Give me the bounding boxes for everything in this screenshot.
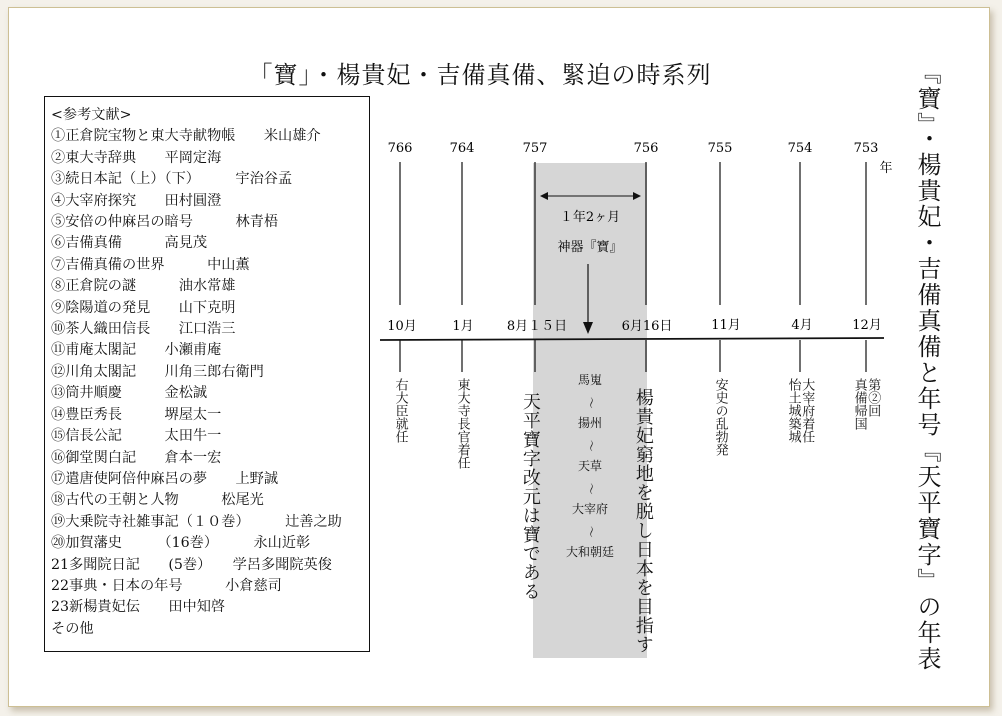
event-label-764: 東大寺長官着任: [454, 378, 470, 469]
route-separator: ～: [583, 396, 598, 409]
reference-item: ⑰遣唐使阿倍仲麻呂の夢 上野誠: [51, 470, 279, 487]
reference-item: <参考文献>: [51, 107, 132, 123]
reference-item: ⑦吉備真備の世界 中山薫: [51, 256, 250, 273]
month-label-7: 12月: [852, 318, 882, 333]
reference-item: ⑯御堂関白記 倉本一宏: [51, 449, 222, 466]
month-label-6: 4月: [791, 318, 813, 333]
reference-item: ⑤安倍の仲麻呂の暗号 林青梧: [51, 214, 279, 231]
reference-item: その他: [51, 620, 94, 637]
reference-item: 23新楊貴妃伝 田中知啓: [51, 599, 226, 616]
reference-item: ⑧正倉院の謎 油水常雄: [51, 278, 236, 295]
route-place: 馬嵬: [577, 373, 602, 387]
route-place: 天草: [577, 459, 602, 473]
route-place: 大宰府: [571, 502, 608, 516]
reference-item: ⑬筒井順慶 金松誠: [51, 385, 208, 402]
year-label-756: 756: [633, 141, 659, 156]
month-label-4: 6月16日: [621, 319, 673, 334]
route-place: 揚州: [577, 416, 602, 430]
event-label-766: 右大臣就任: [392, 378, 408, 443]
vertical-title: 『寶』・楊貴妃・吉備真備と年号『天平寶字』の年表: [913, 60, 941, 672]
treasure-label: 神器『寶』: [557, 240, 623, 255]
year-label-766: 766: [387, 141, 413, 156]
reference-item: ⑩茶人織田信長 江口浩三: [51, 321, 236, 338]
month-label-1: 10月: [387, 319, 417, 334]
reference-item: ⑫川角太閣記 川角三郎右衛門: [51, 363, 264, 380]
event-label-757: 天平寶字改元は寶である: [519, 392, 541, 601]
reference-item: ①正倉院宝物と東大寺献物帳 米山雄介: [51, 128, 321, 145]
event-label-755: 安史の乱勃発: [712, 378, 728, 456]
reference-item: ③続日本記（上）（下） 宇治谷孟: [51, 171, 293, 188]
reference-item: ④大宰府探究 田村圓澄: [51, 192, 222, 209]
route-separator: ～: [583, 482, 598, 495]
event-label-753: 第②回 真備帰国: [851, 378, 881, 430]
reference-item: ⑭豊臣秀長 堺屋太一: [51, 406, 222, 423]
reference-item: ⑲大乗院寺社雑事記（１０巻） 辻善之助: [51, 513, 342, 530]
event-label-754: 大宰府着任 怡土城築城: [785, 378, 815, 443]
year-suffix: 年: [879, 161, 893, 176]
year-label-764: 764: [449, 141, 475, 156]
span-label: １年2ヶ月: [559, 210, 621, 225]
reference-item: 21多聞院日記 (5巻） 学呂多聞院英俊: [51, 556, 332, 573]
timeline-axis: [380, 338, 884, 340]
reference-item: ⑥吉備真備 高見茂: [51, 235, 208, 252]
route-place: 大和朝廷: [565, 545, 614, 559]
event-label-756: 楊貴妃窮地を脱し日本を目指す: [632, 388, 654, 654]
route-separator: ～: [583, 525, 598, 538]
reference-item: ⑳加賀藩史 （16巻） 永山近彰: [51, 535, 311, 552]
reference-item: ②東大寺辞典 平岡定海: [51, 149, 222, 166]
route-list: [550, 370, 630, 564]
year-label-755: 755: [707, 141, 733, 156]
route-separator: ～: [583, 439, 598, 452]
year-label-757: 757: [522, 141, 548, 156]
reference-item: ⑨陰陽道の発見 山下克明: [51, 299, 236, 316]
reference-item: ⑪甫庵太閣記 小瀬甫庵: [51, 342, 222, 359]
month-label-3: 8月１５日: [506, 319, 568, 334]
month-label-2: 1月: [452, 319, 474, 334]
page-title: 「寶」・楊貴妃・吉備真備、緊迫の時系列: [248, 61, 712, 89]
reference-item: ⑱古代の王朝と人物 松尾光: [51, 492, 264, 509]
month-label-5: 11月: [711, 318, 741, 333]
year-label-753: 753: [853, 141, 879, 156]
reference-item: ⑮信長公記 太田牛一: [51, 428, 222, 445]
year-label-754: 754: [787, 141, 813, 156]
reference-item: 22事典・日本の年号 小倉慈司: [51, 577, 282, 594]
